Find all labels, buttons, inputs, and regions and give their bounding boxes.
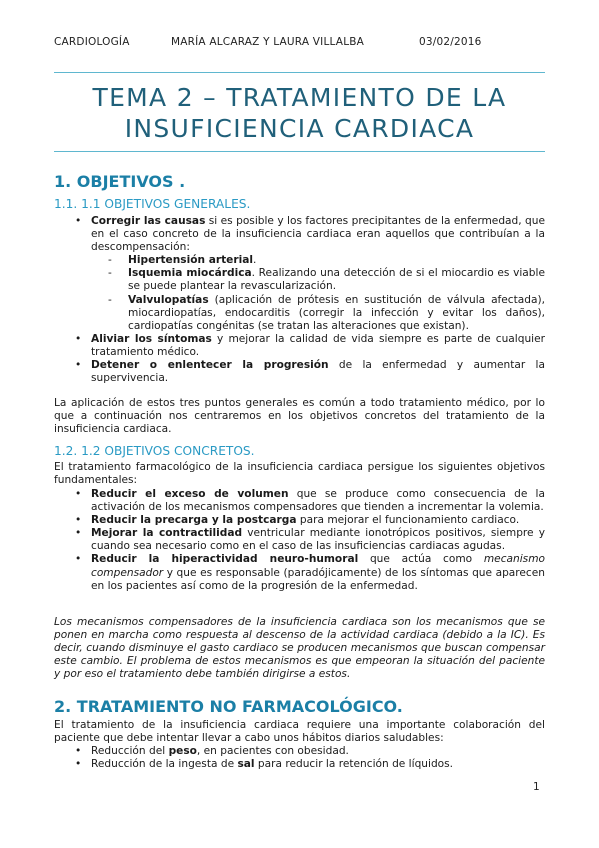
list-item: • Reducción del peso, en pacientes con obesidad.: [54, 745, 545, 758]
list-item: • Reducir la hiperactividad neuro-humoral que actúa como mecanismo compensador y que es responsable (paradójicamente) de los síntomas que aparecen en los pacientes así como de la progresión de la enfermedad.: [54, 553, 545, 592]
title-bottom-rule: [54, 151, 545, 152]
compensatory-mechanisms-note: Los mecanismos compensadores de la insuficiencia cardiaca son los mecanismos que se ponen en marcha como respuesta al descenso de la actividad cardiaca (debido a la IC). Es decir, cuando disminuye el gasto cardiaco se producen mecanismos que buscan compensar este cambio. El problema de estos mecanismos es que empeoran la situación del paciente y por eso el tratamiento debe también dirigirse a estos.: [54, 616, 545, 681]
list-item: • Reducir la precarga y la postcarga para mejorar el funcionamiento cardiaco.: [54, 514, 545, 527]
page-number: 1: [533, 781, 540, 793]
list-item: • Mejorar la contractilidad ventricular mediante ionotrópicos positivos, siempre y cuando sea necesario como en el caso de las insuficiencias cardiacas agudas.: [54, 527, 545, 553]
list-item: - Valvulopatías (aplicación de prótesis en sustitución de válvula afectada), miocardiopatías, endocarditis (corregir la infección y evitar los daños), cardiopatías congénitas (se tratan las alteraciones que existan).: [91, 294, 545, 333]
list-item: • Detener o enlentecer la progresión de la enfermedad y aumentar la supervivencia.: [54, 359, 545, 385]
general-objectives-list: [54, 215, 545, 385]
list-item: • Reducir el exceso de volumen que se produce como consecuencia de la activación de los mecanismos compensadores que tienden a incrementar la volemia.: [54, 488, 545, 514]
title-line-2: INSUFICIENCIA CARDIACA: [124, 114, 475, 143]
list-item: - Isquemia miocárdica. Realizando una detección de si el miocardio es viable se puede plantear la revascularización.: [91, 267, 545, 293]
title-line-1: TEMA 2 – TRATAMIENTO DE LA: [92, 83, 507, 112]
header-subject: CARDIOLOGÍA: [54, 36, 130, 48]
non-pharma-intro: El tratamiento de la insuficiencia cardiaca requiere una importante colaboración del paciente que debe intentar llevar a cabo unos hábitos diarios saludables:: [54, 719, 545, 745]
subsection-1-2-heading: 1.2. 1.2 OBJETIVOS CONCRETOS.: [54, 444, 255, 458]
page-title: [54, 82, 545, 144]
section-1-heading: 1. OBJETIVOS .: [54, 172, 186, 191]
healthy-habits-list: [54, 745, 545, 771]
general-objectives-paragraph: La aplicación de estos tres puntos generales es común a todo tratamiento médico, por lo que a continuación nos centraremos en los objetivos concretos del tratamiento de la insuficiencia cardiaca.: [54, 397, 545, 436]
concrete-objectives-intro: El tratamiento farmacológico de la insuficiencia cardiaca persigue los siguientes objetivos fundamentales:: [54, 461, 545, 487]
list-item: • Aliviar los síntomas y mejorar la calidad de vida siempre es parte de cualquier tratamiento médico.: [54, 333, 545, 359]
header-date: 03/02/2016: [419, 36, 482, 48]
causes-sublist: [91, 254, 545, 333]
title-top-rule: [54, 72, 545, 73]
concrete-objectives-list: [54, 488, 545, 593]
subsection-1-1-heading: 1.1. 1.1 OBJETIVOS GENERALES.: [54, 197, 251, 211]
list-item: - Hipertensión arterial.: [91, 254, 545, 267]
list-item: • Reducción de la ingesta de sal para reducir la retención de líquidos.: [54, 758, 545, 771]
section-2-heading: 2. TRATAMIENTO NO FARMACOLÓGICO.: [54, 697, 403, 716]
list-item: • Corregir las causas si es posible y los factores precipitantes de la enfermedad, que en el caso concreto de la insuficiencia cardiaca eran aquellos que contribuían a la descompensación: - Hipertensión arterial. - Isquemia miocárdica. Realizando una detección de si el miocardio es viable se puede plantear la revascularización. - Valvulopatías (aplicación de prótesis en sustitución de válvula afectada), miocardiopatías, endocarditis (corregir la infección y evitar los daños), cardiopatías congénitas (se tratan las alteraciones que existan).: [54, 215, 545, 333]
header-authors: MARÍA ALCARAZ Y LAURA VILLALBA: [171, 36, 365, 48]
